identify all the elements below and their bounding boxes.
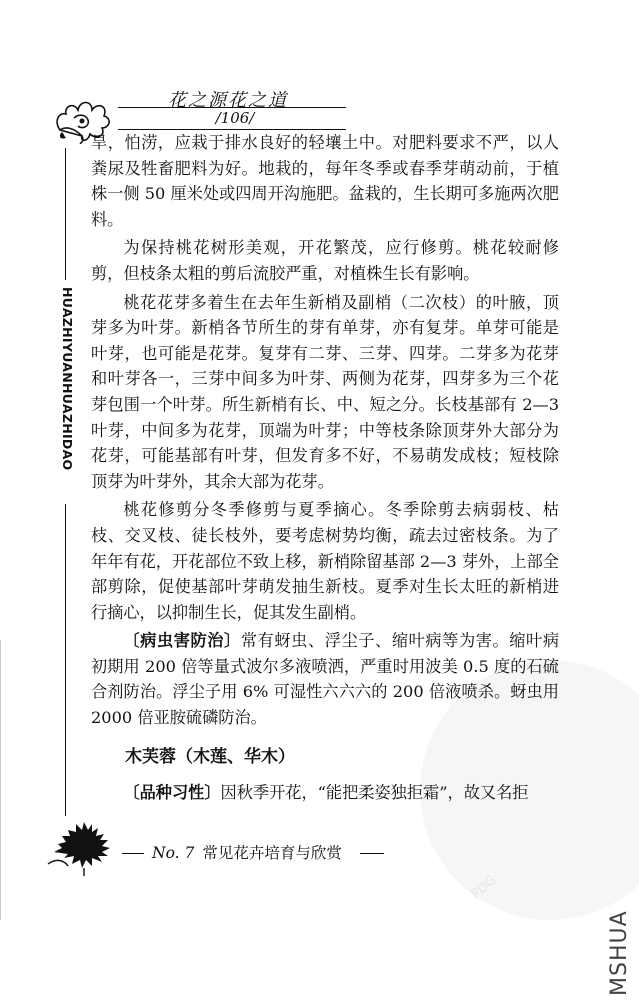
page-edge xyxy=(0,640,9,920)
header-rule xyxy=(118,107,346,108)
paragraph: 为保持桃花树形美观，开花繁茂，应行修剪。桃花较耐修剪，但枝条太粗的剪后流胶严重，对植株生长有影响。 xyxy=(91,238,559,283)
footer-rule xyxy=(122,853,144,854)
side-rule xyxy=(65,148,66,280)
series-title: 常见花卉培育与欣赏 xyxy=(202,844,342,862)
side-vertical-title: HUAZHIYUANHUAZHIDAO xyxy=(60,287,75,471)
paragraph-text: 因秋季开花，“能把柔姿独拒霜”，故又名拒 xyxy=(220,783,529,803)
running-footer xyxy=(152,841,342,863)
watermark-text: MSHUA xyxy=(607,910,632,996)
series-number: No. 7 xyxy=(152,844,195,862)
plant-logo-icon xyxy=(46,808,124,876)
paragraph: 旱，怕涝，应栽于排水良好的轻壤土中。对肥料要求不严，以人粪尿及牲畜肥料为好。地栽的，每年冬季或春季芽萌动前，于植株一侧 50 厘米处或四周开沟施肥。盆栽的，生长期可多施两次肥料。 xyxy=(91,133,559,229)
paragraph-text: 常有蚜虫、浮尘子、缩叶病等为害。缩叶病初期用 200 倍等量式波尔多液喷洒，严重时用波美 0.5 度的石硫合剂防治。浮尘子用 6% 可湿性六六六的 200 倍液喷杀。蚜虫用 2000 倍亚胺硫磷防治。 xyxy=(91,631,560,728)
paragraph-label: 〔品种习性〕 xyxy=(123,783,221,803)
side-rule xyxy=(65,504,66,816)
paragraph xyxy=(91,780,559,806)
body-text xyxy=(91,130,559,806)
footer-rule xyxy=(360,853,384,854)
paragraph-label: 〔病虫害防治〕 xyxy=(123,631,241,651)
running-header-title: 花之源花之道 xyxy=(168,90,288,111)
page-number: /106/ xyxy=(215,109,255,127)
section-heading: 木芙蓉（木莲、华木） xyxy=(125,746,295,767)
watermark-pdg: PDG xyxy=(468,872,500,903)
paragraph: 桃花修剪分冬季修剪与夏季摘心。冬季除剪去病弱枝、枯枝、交叉枝、徒长枝外，要考虑树势均衡，疏去过密枝条。为了年年有花，开花部位不致上移，新梢除留基部 2—3 芽外，上部全部剪除，促使基部叶芽萌发抽生新枝。夏季对生长太旺的新梢进行摘心，以抑制生长，促其发生副梢。 xyxy=(91,500,559,622)
paragraph xyxy=(91,628,559,730)
paragraph: 桃花花芽多着生在去年生新梢及副梢（二次枝）的叶腋，顶芽多为叶芽。新梢各节所生的芽有单芽，亦有复芽。单芽可能是叶芽，也可能是花芽。复芽有二芽、三芽、四芽。二芽多为花芽和叶芽各一，三芽中间多为叶芽、两侧为花芽，四芽多为三个花芽包围一个叶芽。所生新梢有长、中、短之分。长枝基部有 2—3 叶芽，中间多为花芽，顶端为叶芽；中等枝条除顶芽外大部分为花芽，可能基部有叶芽，但发育多不好，不易萌发成枝；短枝除顶芽为叶芽外，其余大部为花芽。 xyxy=(91,292,559,491)
